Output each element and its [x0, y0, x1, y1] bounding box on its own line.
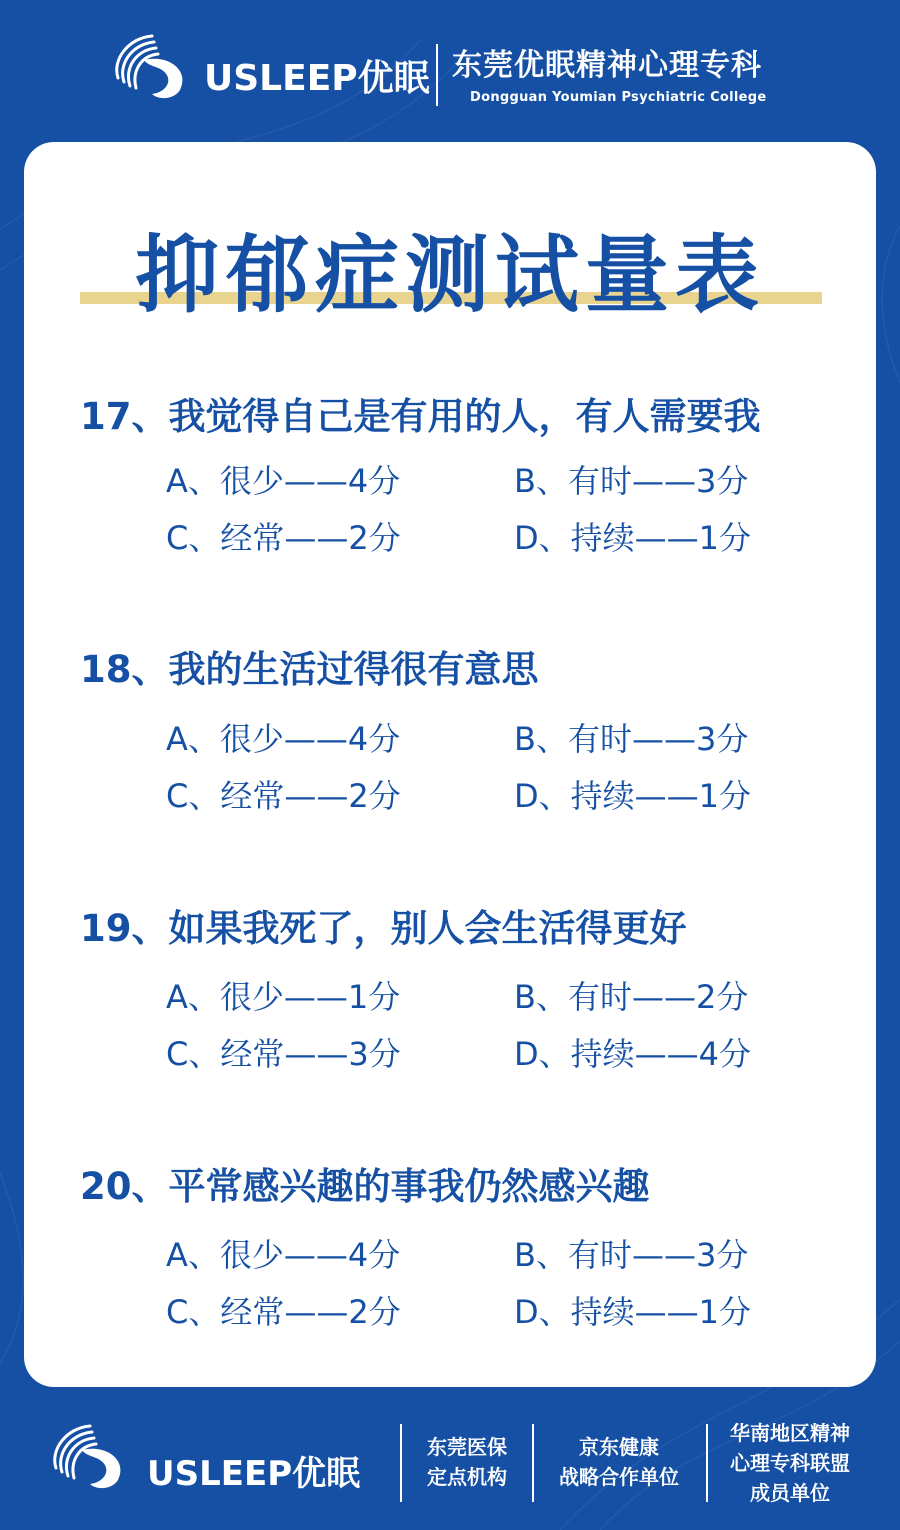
option-d: D、持续——1分: [514, 1293, 752, 1331]
option-b: B、有时——3分: [514, 720, 749, 758]
college-name-en: Dongguan Youmian Psychiatric College: [470, 90, 767, 105]
option-d: D、持续——4分: [514, 1035, 752, 1073]
question-20: 20、平常感兴趣的事我仍然感兴趣: [80, 1165, 650, 1208]
option-d: D、持续——1分: [514, 777, 752, 815]
option-c: C、经常——2分: [166, 519, 401, 557]
content-card: [24, 142, 876, 1387]
option-a: A、很少——4分: [166, 720, 401, 758]
option-b: B、有时——3分: [514, 1236, 749, 1274]
option-a: A、很少——4分: [166, 1236, 401, 1274]
footer: [0, 1390, 900, 1530]
usleep-logo-icon: [108, 30, 192, 102]
option-a: A、很少——1分: [166, 978, 401, 1016]
question-17: 17、我觉得自己是有用的人，有人需要我: [80, 395, 761, 438]
option-c: C、经常——2分: [166, 1293, 401, 1331]
footer-jd-health: 京东健康 战略合作单位: [559, 1435, 679, 1489]
footer-divider: [400, 1424, 402, 1502]
option-c: C、经常——2分: [166, 777, 401, 815]
option-b: B、有时——3分: [514, 462, 749, 500]
header-divider: [436, 44, 438, 106]
page-title: 抑郁症测试量表: [134, 226, 765, 324]
college-name-cn: 东莞优眠精神心理专科: [452, 48, 762, 83]
option-c: C、经常——3分: [166, 1035, 401, 1073]
brand-name: USLEEP优眠: [204, 58, 430, 99]
option-d: D、持续——1分: [514, 519, 752, 557]
footer-brand-name: USLEEP优眠: [147, 1454, 361, 1494]
footer-divider: [706, 1424, 708, 1502]
usleep-logo-icon: [46, 1420, 130, 1492]
footer-medical-insurance: 东莞医保 定点机构: [427, 1435, 507, 1489]
footer-divider: [532, 1424, 534, 1502]
option-b: B、有时——2分: [514, 978, 749, 1016]
question-18: 18、我的生活过得很有意思: [80, 648, 539, 691]
option-a: A、很少——4分: [166, 462, 401, 500]
footer-alliance: 华南地区精神 心理专科联盟 成员单位: [730, 1421, 850, 1505]
question-19: 19、如果我死了，别人会生活得更好: [80, 907, 687, 950]
header: [0, 0, 900, 140]
